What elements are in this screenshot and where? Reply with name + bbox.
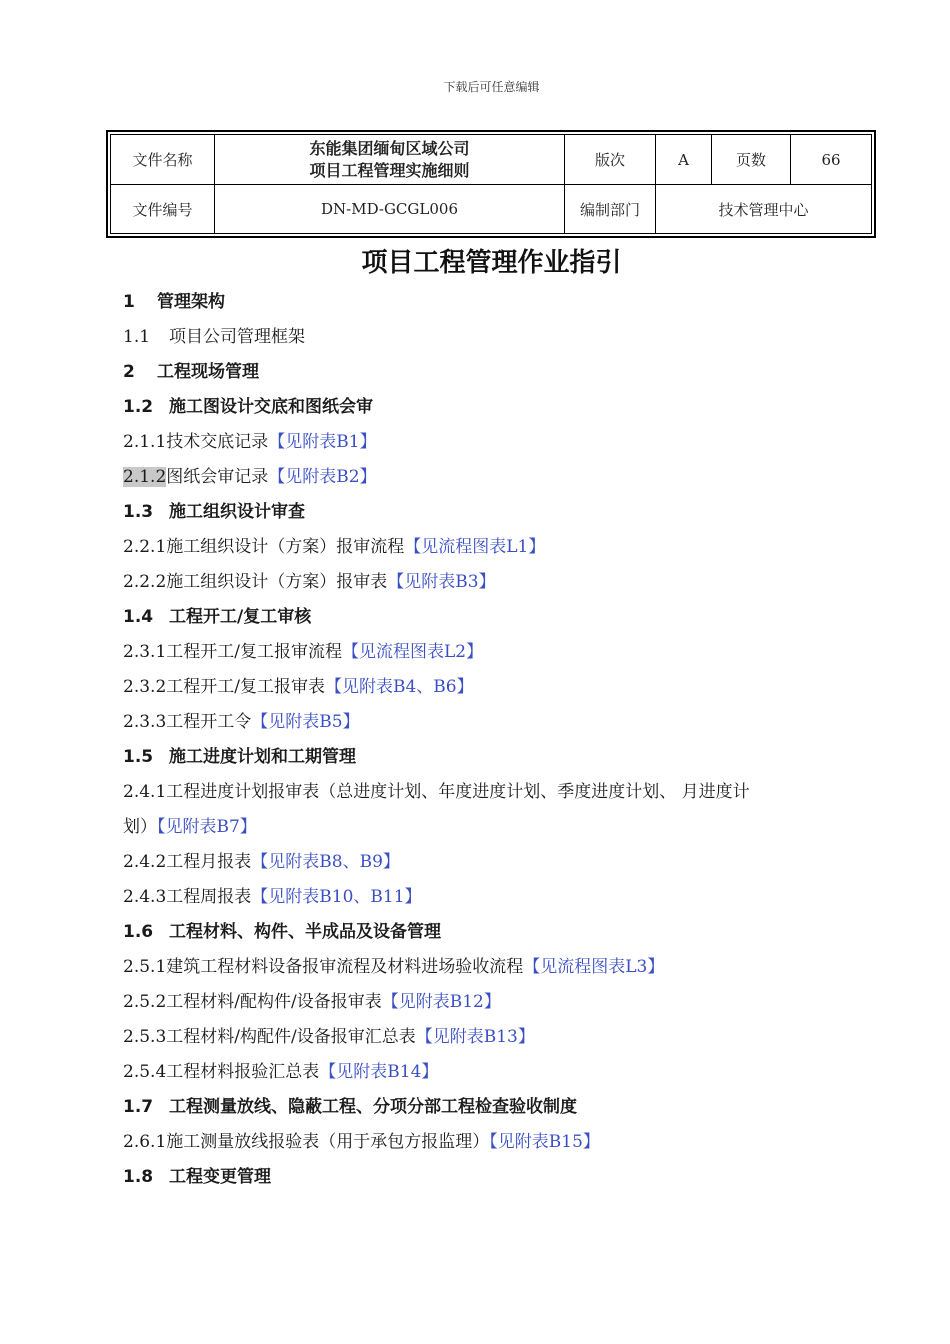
toc-text: 工程开工/复工报审表: [166, 677, 325, 697]
toc-item: [123, 950, 863, 985]
toc-ref-link[interactable]: 【见流程图表L3】: [523, 957, 665, 977]
toc-item: [123, 1020, 863, 1055]
doc-name-line1: 东能集团缅甸区域公司: [309, 138, 470, 158]
page-title: 项目工程管理作业指引: [361, 248, 622, 278]
toc-num: 1.2: [123, 397, 154, 417]
toc-ref-link[interactable]: 【见附表B14】: [319, 1062, 439, 1082]
toc-text: 工程进度计划报审表（总进度计划、年度进度计划、季度进度计划、 月进度计: [166, 782, 750, 802]
toc-text: 工程变更管理: [169, 1167, 271, 1187]
toc-text: 工程测量放线、隐蔽工程、分项分部工程检查验收制度: [169, 1097, 577, 1117]
toc-ref-link[interactable]: 【见附表B8、B9】: [251, 852, 400, 872]
toc-heading: [123, 740, 863, 775]
toc-text: 施工图设计交底和图纸会审: [169, 397, 373, 417]
toc-text: 管理架构: [157, 292, 225, 312]
toc-text: 工程材料/构配件/设备报审汇总表: [166, 1027, 416, 1047]
toc-num: 2.5.4: [123, 1062, 167, 1082]
toc-num: 2.4.2: [123, 852, 167, 872]
toc-num: 2.1.1: [123, 432, 167, 452]
toc-item: [123, 530, 863, 565]
toc-heading: [123, 355, 863, 390]
label-pages: 页数: [712, 135, 791, 185]
toc-num: 1.3: [123, 502, 154, 522]
toc-item: [123, 705, 863, 740]
toc-num: 2.1.2: [123, 467, 167, 487]
toc-num: 2.6.1: [123, 1132, 167, 1152]
toc-text: 施工组织设计审查: [169, 502, 305, 522]
toc-item: [123, 635, 863, 670]
toc-text: 施工组织设计（方案）报审表: [166, 572, 388, 592]
toc-text: 工程月报表: [166, 852, 252, 872]
toc-heading: [123, 1090, 863, 1125]
toc-item: [123, 845, 863, 880]
doc-name-line2: 项目工程管理实施细则: [309, 160, 470, 180]
toc-text: 工程周报表: [166, 887, 252, 907]
toc-text: 图纸会审记录: [166, 467, 269, 487]
toc-text: 施工组织设计（方案）报审流程: [166, 537, 405, 557]
toc-item: [123, 425, 863, 460]
toc-heading: [123, 600, 863, 635]
toc-ref-link[interactable]: 【见附表B2】: [268, 467, 377, 487]
label-dept: 编制部门: [565, 185, 656, 234]
document-header-table: [106, 130, 876, 238]
toc-text: 工程现场管理: [157, 362, 259, 382]
toc-text: 技术交底记录: [166, 432, 269, 452]
top-note: 下载后可任意编辑: [443, 80, 540, 94]
toc-heading: [123, 1160, 863, 1195]
toc-item: [123, 775, 863, 810]
toc-heading: [123, 390, 863, 425]
toc-text: 建筑工程材料设备报审流程及材料进场验收流程: [166, 957, 524, 977]
label-doc-name: 文件名称: [111, 135, 215, 185]
toc-list: [123, 285, 863, 1195]
toc-item: [123, 1055, 863, 1090]
toc-text: 工程材料报验汇总表: [166, 1062, 320, 1082]
toc-text: 工程材料/配构件/设备报审表: [166, 992, 382, 1012]
label-doc-code: 文件编号: [111, 185, 215, 234]
toc-text: 工程开工/复工审核: [169, 607, 312, 627]
toc-item-continued: [123, 810, 863, 845]
toc-ref-link[interactable]: 【见附表B15】: [489, 1132, 600, 1152]
toc-text-continued: 划）: [123, 817, 157, 837]
toc-ref-link[interactable]: 【见附表B12】: [381, 992, 501, 1012]
toc-num: 2.3.2: [123, 677, 167, 697]
toc-num: 1: [123, 292, 135, 312]
toc-item: [123, 320, 863, 355]
toc-text: 工程开工/复工报审流程: [166, 642, 342, 662]
toc-num: 2.5.2: [123, 992, 167, 1012]
toc-text: 施工测量放线报验表（用于承包方报监理）: [166, 1132, 490, 1152]
toc-num: 1.1: [123, 327, 151, 347]
toc-num: 2.4.1: [123, 782, 167, 802]
toc-num: 2.5.1: [123, 957, 167, 977]
toc-ref-link[interactable]: 【见附表B5】: [251, 712, 360, 732]
toc-num: 1.5: [123, 747, 154, 767]
toc-num: 1.4: [123, 607, 154, 627]
toc-num: 2.4.3: [123, 887, 167, 907]
toc-text: 工程材料、构件、半成品及设备管理: [169, 922, 441, 942]
toc-num: 2.5.3: [123, 1027, 167, 1047]
toc-num: 2: [123, 362, 135, 382]
toc-ref-link[interactable]: 【见流程图表L2】: [342, 642, 484, 662]
version-value: A: [656, 135, 712, 185]
toc-ref-link[interactable]: 【见附表B4、B6】: [325, 677, 474, 697]
toc-heading: [123, 495, 863, 530]
toc-ref-link[interactable]: 【见附表B10、B11】: [251, 887, 422, 907]
dept-value: 技术管理中心: [656, 185, 872, 234]
label-version: 版次: [565, 135, 656, 185]
doc-code: DN-MD-GCGL006: [215, 185, 565, 234]
toc-text: 项目公司管理框架: [169, 327, 305, 347]
toc-item: [123, 1125, 863, 1160]
toc-item: [123, 670, 863, 705]
toc-num: 1.6: [123, 922, 154, 942]
toc-text: 工程开工令: [166, 712, 252, 732]
toc-item: [123, 985, 863, 1020]
toc-ref-link[interactable]: 【见附表B3】: [387, 572, 496, 592]
toc-num: 2.3.1: [123, 642, 167, 662]
toc-num: 2.2.2: [123, 572, 167, 592]
toc-ref-link[interactable]: 【见附表B7】: [157, 817, 257, 837]
toc-num: 1.8: [123, 1167, 154, 1187]
toc-heading: [123, 285, 863, 320]
toc-num: 1.7: [123, 1097, 154, 1117]
toc-num: 2.3.3: [123, 712, 167, 732]
toc-item: [123, 565, 863, 600]
toc-heading: [123, 915, 863, 950]
toc-num: 2.2.1: [123, 537, 167, 557]
toc-item: [123, 460, 863, 495]
pages-value: 66: [791, 135, 872, 185]
toc-item: [123, 880, 863, 915]
toc-ref-link[interactable]: 【见流程图表L1】: [404, 537, 546, 557]
toc-text: 施工进度计划和工期管理: [169, 747, 356, 767]
toc-ref-link[interactable]: 【见附表B1】: [268, 432, 377, 452]
doc-name: [215, 135, 565, 185]
toc-ref-link[interactable]: 【见附表B13】: [415, 1027, 535, 1047]
